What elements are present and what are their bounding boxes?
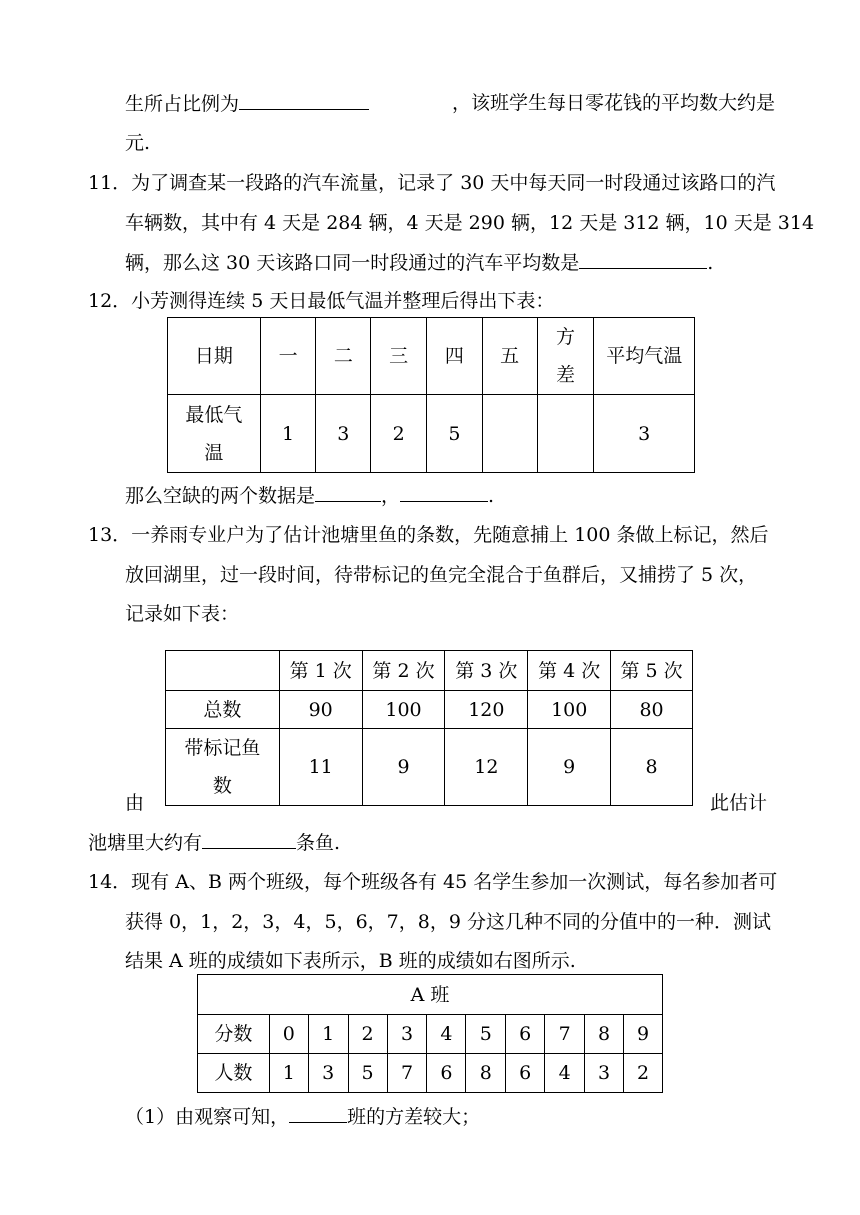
score-0: 0 — [269, 1015, 308, 1054]
count-label: 人数 — [198, 1054, 270, 1093]
answer-blank-ratio[interactable] — [239, 91, 369, 110]
fish-marked-label: 带标记鱼数 — [166, 729, 280, 806]
header-day2: 二 — [316, 318, 371, 395]
fish-total-2: 100 — [362, 691, 445, 729]
header-day4: 四 — [427, 318, 483, 395]
answer-blank-missing-2[interactable] — [400, 483, 488, 502]
temp-variance — [537, 395, 594, 473]
score-1: 1 — [308, 1015, 348, 1054]
header-date: 日期 — [168, 318, 261, 395]
fish-total-5: 80 — [611, 691, 693, 729]
fish-marked-1: 11 — [279, 729, 362, 806]
class-a-table — [197, 974, 663, 1093]
fish-total-label: 总数 — [166, 691, 280, 729]
count-7: 4 — [545, 1054, 585, 1093]
fish-total-4: 100 — [528, 691, 611, 729]
count-2: 5 — [348, 1054, 387, 1093]
row-label-min-temp: 最低气温 — [168, 395, 261, 473]
score-5: 5 — [466, 1015, 506, 1054]
score-8: 8 — [585, 1015, 624, 1054]
fish-total-3: 120 — [445, 691, 528, 729]
count-0: 1 — [269, 1054, 308, 1093]
class-a-title-row — [198, 975, 663, 1015]
answer-blank-average[interactable] — [579, 250, 707, 269]
class-a-score-row — [198, 1015, 663, 1054]
header-day1: 一 — [260, 318, 316, 395]
temp-day2: 3 — [316, 395, 371, 473]
fish-marked-2: 9 — [362, 729, 445, 806]
p13-end-text-b: 条鱼. — [296, 832, 341, 854]
fish-header-2: 第 2 次 — [362, 651, 445, 691]
header-variance: 方差 — [537, 318, 594, 395]
score-6: 6 — [506, 1015, 545, 1054]
temperature-value-row — [168, 395, 695, 473]
fish-header-3: 第 3 次 — [445, 651, 528, 691]
score-2: 2 — [348, 1015, 387, 1054]
fish-marked-3: 12 — [445, 729, 528, 806]
p14-line3: 结果 A 班的成绩如下表所示，B 班的成绩如右图所示. — [125, 950, 576, 972]
p12-after-text: 那么空缺的两个数据是 — [125, 485, 316, 507]
temperature-table — [167, 317, 695, 473]
temperature-header-row — [168, 318, 695, 395]
p13-right-word: 此估计 — [710, 792, 768, 814]
p11-line2: 车辆数，其中有 4 天是 284 辆，4 天是 290 辆，12 天是 312 辆，10 天是 314 — [125, 212, 815, 234]
count-9: 2 — [623, 1054, 662, 1093]
p10-text-b: ，该班学生每日零花钱的平均数大约是 — [451, 92, 775, 114]
p12-after — [125, 483, 494, 508]
score-4: 4 — [427, 1015, 466, 1054]
header-day5: 五 — [482, 318, 537, 395]
fish-total-row — [166, 691, 693, 729]
p13-line1: 13．一养雨专业户为了估计池塘里鱼的条数，先随意捕上 100 条做上标记，然后 — [88, 524, 769, 546]
class-a-title: A 班 — [198, 975, 663, 1015]
header-day3: 三 — [371, 318, 427, 395]
score-7: 7 — [545, 1015, 585, 1054]
answer-blank-fish-count[interactable] — [202, 830, 296, 849]
p13-line-end — [88, 830, 340, 855]
p13-end-text-a: 池塘里大约有 — [88, 832, 203, 854]
fish-total-1: 90 — [279, 691, 362, 729]
p11-line1: 11．为了调查某一段路的汽车流量，记录了 30 天中每天同一时段通过该路口的汽 — [88, 172, 776, 194]
count-8: 3 — [585, 1054, 624, 1093]
score-3: 3 — [387, 1015, 427, 1054]
fish-header-5: 第 5 次 — [611, 651, 693, 691]
p14-q1-text-a: （1）由观察可知， — [125, 1106, 290, 1128]
answer-blank-missing-1[interactable] — [315, 483, 381, 502]
p11-period: . — [707, 252, 714, 274]
p10-line1 — [125, 91, 775, 116]
count-5: 8 — [466, 1054, 506, 1093]
class-a-count-row — [198, 1054, 663, 1093]
fish-header-row — [166, 651, 693, 691]
score-label: 分数 — [198, 1015, 270, 1054]
fish-table — [165, 650, 693, 806]
temp-day4: 5 — [427, 395, 483, 473]
p12-period: . — [488, 485, 495, 507]
count-6: 6 — [506, 1054, 545, 1093]
p12-line1: 12．小芳测得连续 5 天日最低气温并整理后得出下表： — [88, 290, 555, 312]
p11-text: 辆，那么这 30 天该路口同一时段通过的汽车平均数是 — [125, 252, 580, 274]
p10-text-a: 生所占比例为 — [125, 93, 240, 115]
p13-left-word: 由 — [125, 792, 145, 814]
answer-blank-class[interactable] — [289, 1104, 347, 1123]
p10-line2: 元. — [125, 132, 151, 154]
p14-q1-text-b: 班的方差较大； — [347, 1106, 481, 1128]
temp-day3: 2 — [371, 395, 427, 473]
count-3: 7 — [387, 1054, 427, 1093]
temp-average: 3 — [594, 395, 695, 473]
fish-marked-4: 9 — [528, 729, 611, 806]
count-1: 3 — [308, 1054, 348, 1093]
temp-day1: 1 — [260, 395, 316, 473]
p11-line3 — [125, 250, 713, 275]
p14-line2: 获得 0，1，2，3，4，5，6，7，8，9 分这几种不同的分值中的一种．测试 — [125, 911, 771, 933]
p13-line3: 记录如下表： — [125, 603, 240, 625]
p13-line2: 放回湖里，过一段时间，待带标记的鱼完全混合于鱼群后，又捕捞了 5 次， — [125, 564, 758, 586]
temp-day5 — [482, 395, 537, 473]
header-avg-temp: 平均气温 — [594, 318, 695, 395]
fish-marked-5: 8 — [611, 729, 693, 806]
p12-comma: ， — [381, 485, 401, 507]
p14-q1 — [125, 1104, 480, 1129]
p14-line1: 14．现有 A、B 两个班级，每个班级各有 45 名学生参加一次测试，每名参加者可 — [88, 871, 778, 893]
count-4: 6 — [427, 1054, 466, 1093]
fish-header-4: 第 4 次 — [528, 651, 611, 691]
fish-header-blank — [166, 651, 280, 691]
fish-header-1: 第 1 次 — [279, 651, 362, 691]
score-9: 9 — [623, 1015, 662, 1054]
fish-marked-row — [166, 729, 693, 806]
